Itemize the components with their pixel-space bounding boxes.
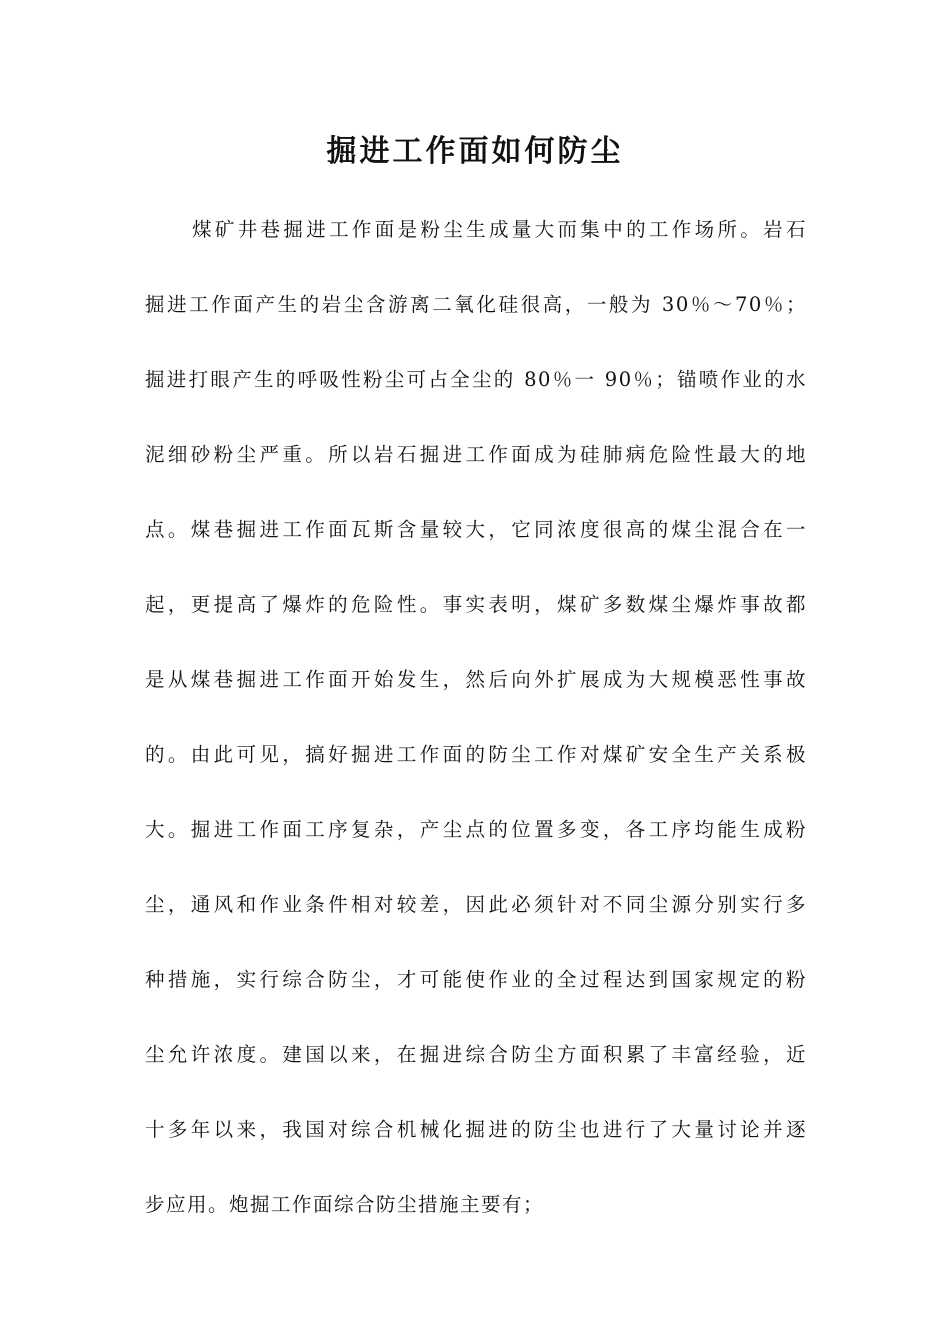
paragraph-line: 尘，通风和作业条件相对较差，因此必须针对不同尘源分别实行多 (145, 893, 807, 916)
paragraph-line: 大。掘进工作面工序复杂，产尘点的位置多变，各工序均能生成粉 (145, 818, 807, 841)
paragraph-line: 尘允许浓度。建国以来，在掘进综合防尘方面积累了丰富经验，近 (145, 1043, 807, 1066)
paragraph-line: 步应用。炮掘工作面综合防尘措施主要有； (145, 1193, 545, 1216)
paragraph-line: 十多年以来，我国对综合机械化掘进的防尘也进行了大量讨论并逐 (145, 1118, 807, 1141)
paragraph-line: 泥细砂粉尘严重。所以岩石掘进工作面成为硅肺病危险性最大的地 (145, 443, 807, 466)
paragraph-line: 起，更提高了爆炸的危险性。事实表明，煤矿多数煤尘爆炸事故都 (145, 593, 807, 616)
paragraph-line: 煤矿井巷掘进工作面是粉尘生成量大而集中的工作场所。岩石 (192, 218, 807, 241)
paragraph-line: 掘进打眼产生的呼吸性粉尘可占全尘的 80％一 90％；锚喷作业的水 (145, 368, 807, 391)
page-title: 掘进工作面如何防尘 (326, 134, 624, 169)
paragraph-line: 点。煤巷掘进工作面瓦斯含量较大，它同浓度很高的煤尘混合在一 (145, 518, 807, 541)
paragraph-line: 是从煤巷掘进工作面开始发生，然后向外扩展成为大规模恶性事故 (145, 668, 807, 691)
paragraph-line: 的。由此可见，搞好掘进工作面的防尘工作对煤矿安全生产关系极 (145, 743, 807, 766)
paragraph-line: 种措施，实行综合防尘，才可能使作业的全过程达到国家规定的粉 (145, 968, 807, 991)
paragraph-line: 掘进工作面产生的岩尘含游离二氧化硅很高，一般为 30％～70％； (145, 293, 807, 316)
body-paragraph (145, 192, 807, 1242)
